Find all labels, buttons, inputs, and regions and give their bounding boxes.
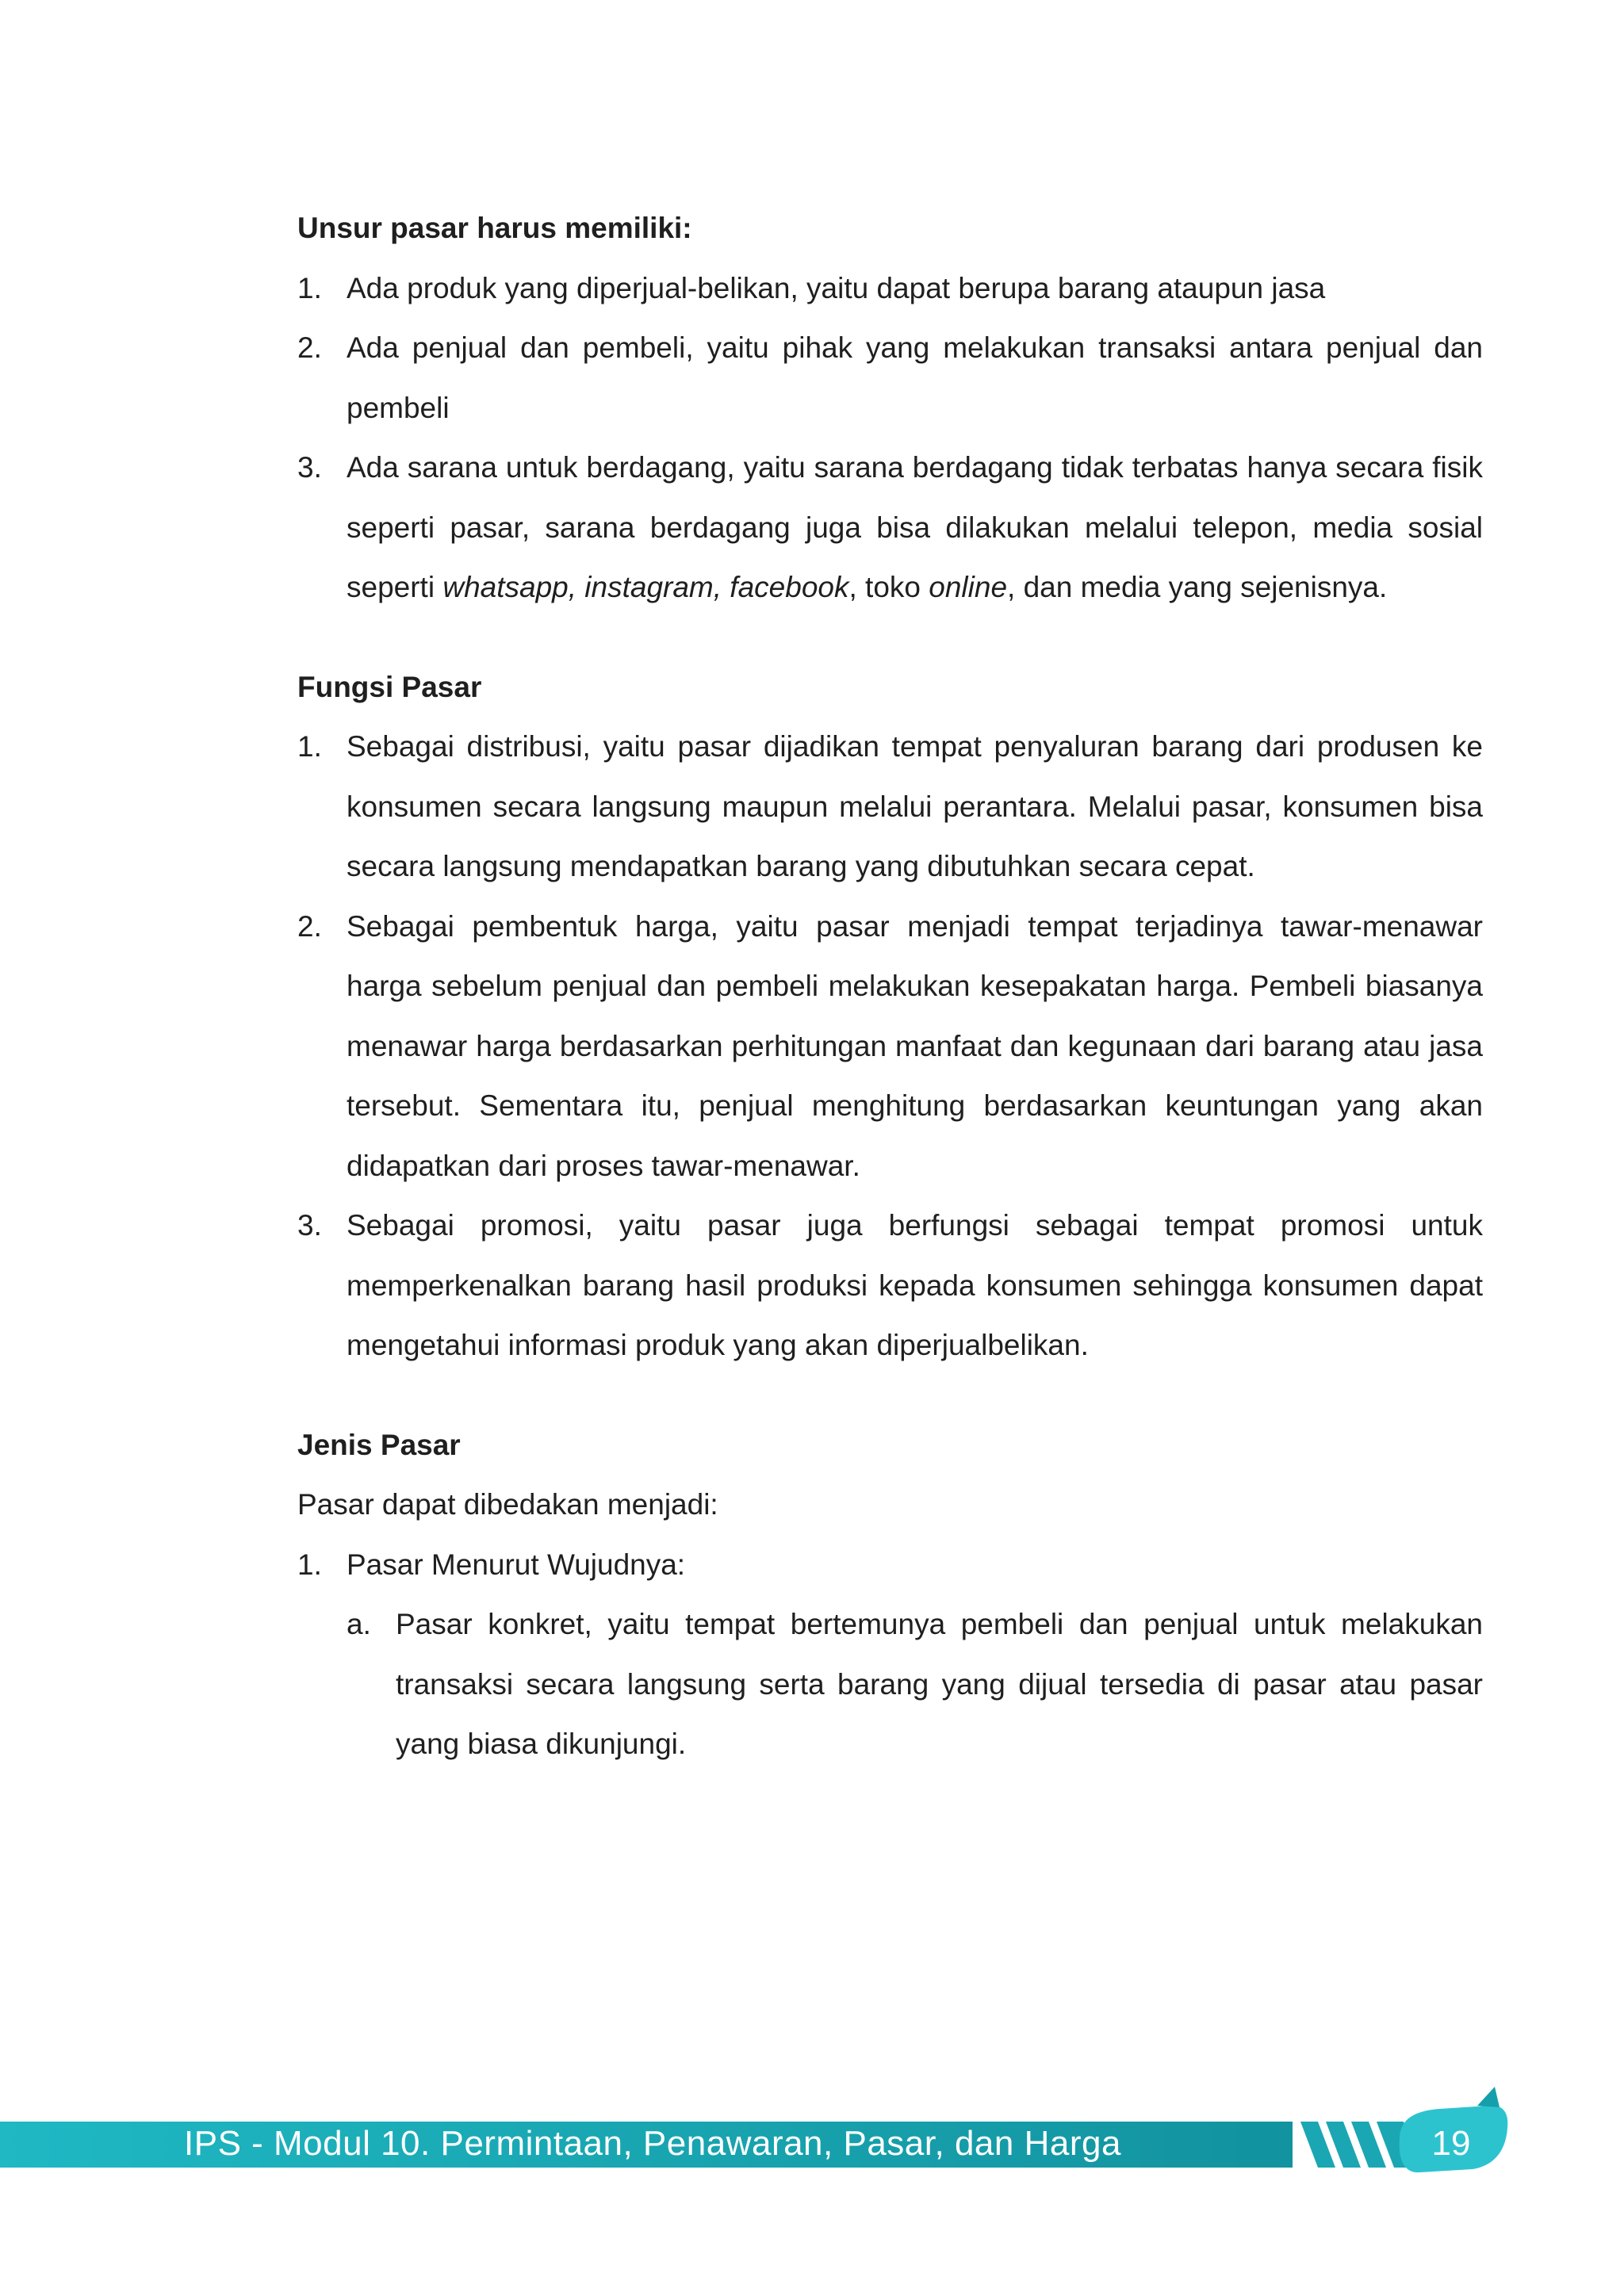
list-number: 3. xyxy=(297,451,322,484)
list-item xyxy=(297,318,1483,438)
sublist-item xyxy=(347,1594,1483,1774)
list-item xyxy=(297,717,1483,897)
list-item xyxy=(297,438,1483,618)
list-item xyxy=(297,897,1483,1196)
jenis-pasar-sublist xyxy=(347,1594,1483,1774)
text-run: , dan media yang sejenisnya. xyxy=(1007,571,1388,603)
list-item-text: Sebagai promosi, yaitu pasar juga berfungsi sebagai tempat promosi untuk memperkenalkan barang hasil produksi kepada konsumen sehingga konsumen dapat mengetahui informasi produk yang akan diperjualbelikan. xyxy=(347,1209,1483,1361)
list-number: 3. xyxy=(297,1209,322,1242)
sublist-letter: a. xyxy=(347,1608,371,1640)
text-run: , toko xyxy=(848,571,929,603)
list-number: 2. xyxy=(297,909,322,943)
list-item-text: Pasar Menurut Wujudnya: xyxy=(347,1548,686,1581)
list-number: 2. xyxy=(297,331,322,364)
list-number: 1. xyxy=(297,1548,322,1581)
section-spacer xyxy=(297,1376,1483,1415)
list-item-text: Ada penjual dan pembeli, yaitu pihak yang melakukan transaksi antara penjual dan pembeli xyxy=(347,331,1483,424)
section-heading-jenis-pasar: Jenis Pasar xyxy=(297,1428,461,1461)
footer-module-title: IPS - Modul 10. Permintaan, Penawaran, Pasar, dan Harga xyxy=(184,2124,1121,2163)
fungsi-pasar-list xyxy=(297,717,1483,1376)
page-number: 19 xyxy=(1431,2124,1471,2163)
list-item-text: Sebagai distribusi, yaitu pasar dijadikan tempat penyaluran barang dari produsen ke konsumen secara langsung maupun melalui perantara. Melalui pasar, konsumen bisa secara langsung mendapatkan barang yang dibutuhkan secara cepat. xyxy=(347,730,1483,882)
italic-text-run: whatsapp, instagram, facebook xyxy=(442,571,849,603)
list-item xyxy=(297,258,1483,319)
list-item xyxy=(297,1196,1483,1376)
section-heading-unsur-pasar: Unsur pasar harus memiliki: xyxy=(297,212,692,244)
section-heading-fungsi-pasar: Fungsi Pasar xyxy=(297,670,482,703)
sublist-item-text: Pasar konkret, yaitu tempat bertemunya pembeli dan penjual untuk melakukan transaksi secara langsung serta barang yang dijual tersedia di pasar atau pasar yang biasa dikunjungi. xyxy=(396,1608,1483,1760)
list-item-text: Sebagai pembentuk harga, yaitu pasar menjadi tempat terjadinya tawar-menawar harga sebelum penjual dan pembeli melakukan kesepakatan harga. Pembeli biasanya menawar harga berdasarkan perhitungan manfaat dan kegunaan dari barang atau jasa tersebut. Sementara itu, penjual menghitung berdasarkan keuntungan yang akan didapatkan dari proses tawar-menawar. xyxy=(347,909,1483,1182)
list-item-text: Ada produk yang diperjual-belikan, yaitu dapat berupa barang ataupun jasa xyxy=(347,271,1326,304)
jenis-pasar-list xyxy=(297,1535,1483,1774)
list-number: 1. xyxy=(297,730,322,763)
list-number: 1. xyxy=(297,271,322,304)
list-item-text xyxy=(347,451,1483,603)
jenis-pasar-intro: Pasar dapat dibedakan menjadi: xyxy=(297,1488,718,1521)
text-run: Ada sarana untuk berdagang, yaitu sarana berdagang tidak terbatas hanya secara fisik seperti pasar, sarana berdagang juga bisa dilakukan melalui telepon, media sosial seperti xyxy=(347,451,1483,603)
italic-text-run: online xyxy=(929,571,1008,603)
list-item xyxy=(297,1535,1483,1774)
document-body xyxy=(297,198,1483,1774)
unsur-pasar-list xyxy=(297,258,1483,618)
section-spacer xyxy=(297,618,1483,657)
